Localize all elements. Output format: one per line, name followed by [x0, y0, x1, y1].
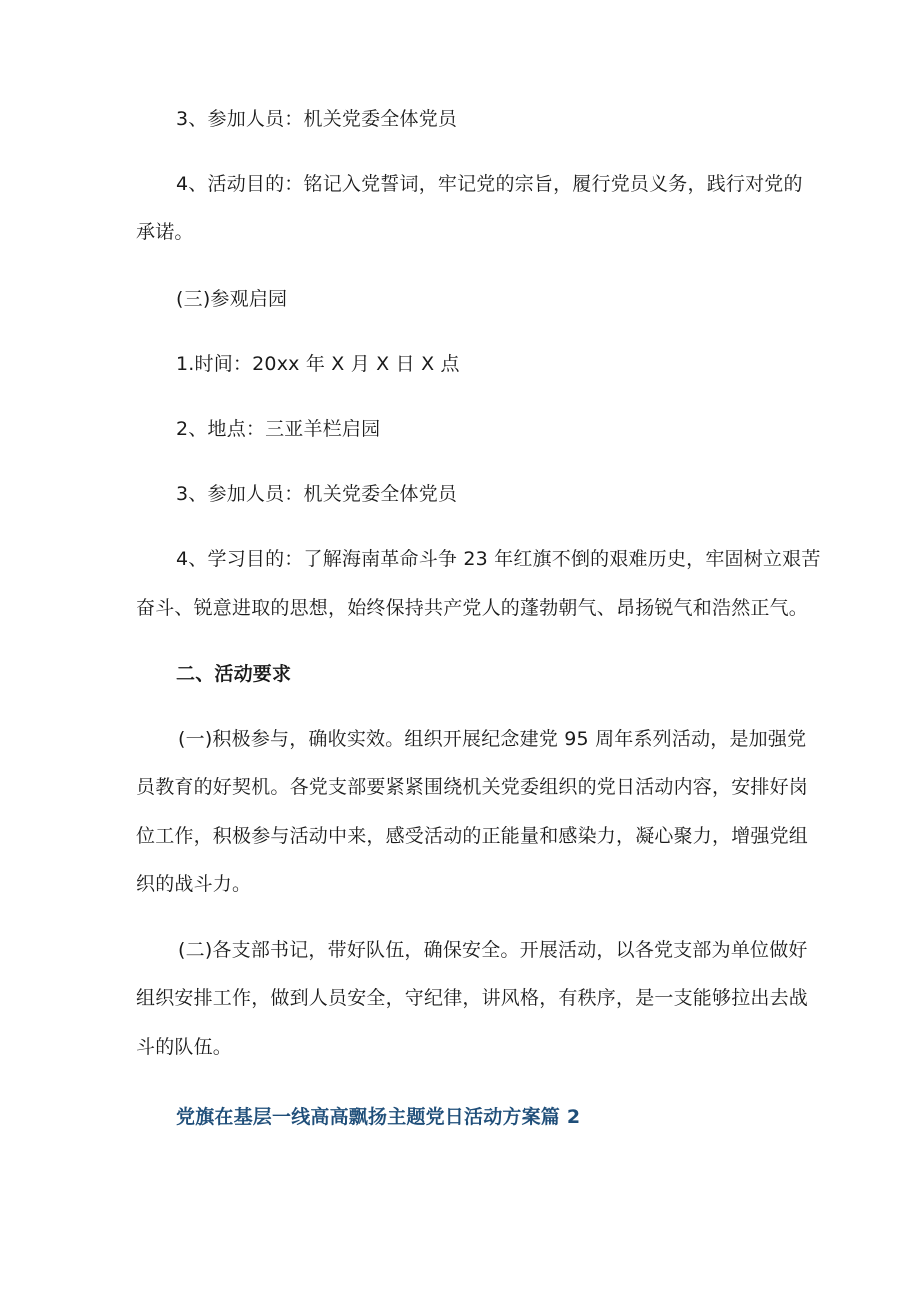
paragraph-1-line-1: (一)积极参与，确收实效。组织开展纪念建党 95 周年系列活动，是加强党 [178, 728, 807, 750]
paragraph-1-line-3: 位工作，积极参与活动中来，感受活动的正能量和感染力，凝心聚力，增强党组 [136, 825, 809, 847]
subsection-heading-3: (三)参观启园 [176, 288, 288, 310]
item-participants-1: 3、参加人员：机关党委全体党员 [176, 108, 458, 130]
section-heading-requirements: 二、活动要求 [176, 663, 292, 685]
article-title-part-2: 党旗在基层一线高高飘扬主题党日活动方案篇 2 [176, 1106, 581, 1128]
item-purpose-1-cont: 承诺。 [136, 221, 194, 243]
paragraph-1-line-2: 员教育的好契机。各党支部要紧紧围绕机关党委组织的党日活动内容，安排好岗 [136, 776, 809, 798]
item-purpose-2-cont: 奋斗、锐意进取的思想，始终保持共产党人的蓬勃朝气、昂扬锐气和浩然正气。 [136, 597, 809, 619]
paragraph-2-line-3: 斗的队伍。 [136, 1036, 233, 1058]
item-time: 1.时间：20xx 年 X 月 X 日 X 点 [176, 353, 460, 375]
item-participants-2: 3、参加人员：机关党委全体党员 [176, 483, 458, 505]
item-location: 2、地点：三亚羊栏启园 [176, 418, 381, 440]
item-purpose-1: 4、活动目的：铭记入党誓词，牢记党的宗旨，履行党员义务，践行对党的 [176, 173, 803, 195]
paragraph-1-line-4: 织的战斗力。 [136, 873, 252, 895]
paragraph-2-line-1: (二)各支部书记，带好队伍，确保安全。开展活动，以各党支部为单位做好 [178, 939, 808, 961]
item-purpose-2: 4、学习目的：了解海南革命斗争 23 年红旗不倒的艰难历史，牢固树立艰苦 [176, 548, 821, 570]
paragraph-2-line-2: 组织安排工作，做到人员安全，守纪律，讲风格，有秩序，是一支能够拉出去战 [136, 987, 809, 1009]
